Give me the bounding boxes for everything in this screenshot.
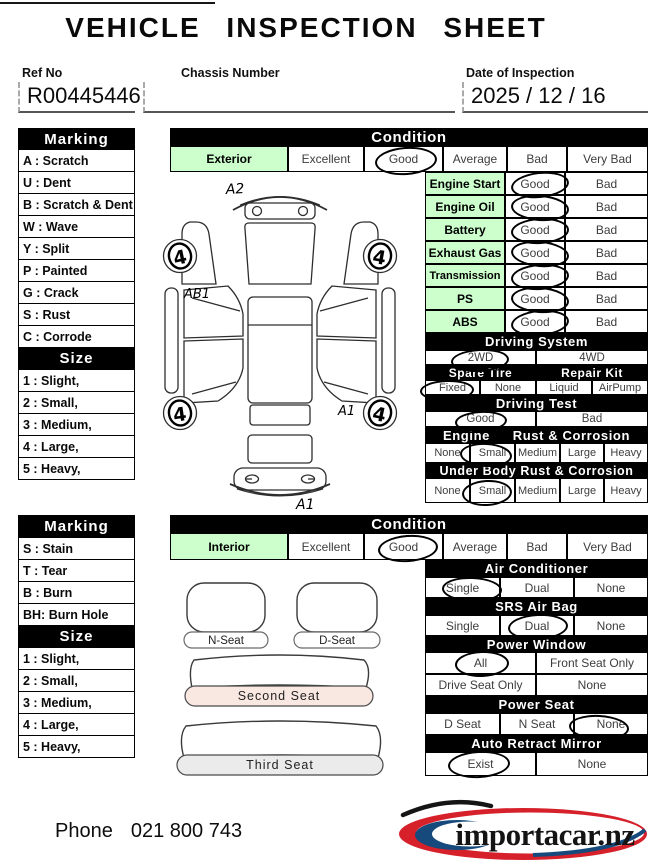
- exterior-label: Exterior: [170, 146, 288, 172]
- marking-row: G : Crack: [18, 281, 135, 304]
- marking-row: P : Painted: [18, 259, 135, 282]
- option-cell: Good: [505, 287, 565, 310]
- option-cell: Very Bad: [567, 533, 648, 560]
- interior-label: Interior: [170, 533, 288, 560]
- option-cell: Good: [505, 310, 565, 333]
- scan-artifact-line: [0, 2, 215, 4]
- option-cell: 2WD: [425, 350, 536, 365]
- option-cell: Single: [425, 577, 500, 598]
- option-cell: Dual: [500, 615, 574, 636]
- option-cell: None: [425, 478, 470, 503]
- date-value: 2025 / 12 / 16: [462, 82, 648, 113]
- marking-row: A : Scratch: [18, 149, 135, 172]
- size-row: 1 : Slight,: [18, 369, 135, 392]
- option-cell: Bad: [565, 264, 648, 287]
- check-label: PS: [425, 287, 505, 310]
- condition-header-interior: Condition: [170, 515, 648, 533]
- option-cell: Excellent: [288, 533, 364, 560]
- tread-depth-rear-right: 4: [370, 402, 388, 428]
- marking-row: Y : Split: [18, 237, 135, 260]
- option-cell: N Seat: [500, 713, 574, 735]
- seat-diagram: [170, 578, 420, 778]
- tread-depth-front-left: 4: [171, 245, 189, 271]
- under-body-rust-header: Under Body Rust & Corrosion: [425, 463, 648, 478]
- tread-depth-rear-left: 4: [171, 403, 188, 427]
- option-cell: AirPump: [592, 380, 648, 395]
- option-cell: None: [536, 752, 648, 776]
- engine-rust-header-right: Rust & Corrosion: [512, 427, 630, 443]
- size-row: 4 : Large,: [18, 713, 135, 736]
- option-cell: Bad: [565, 172, 648, 195]
- check-label: ABS: [425, 310, 505, 333]
- option-cell: Small: [470, 443, 515, 463]
- condition-header-exterior: Condition: [170, 128, 648, 146]
- damage-note-rear: A1: [296, 497, 315, 512]
- damage-note-left: AB1: [184, 287, 211, 302]
- option-cell: Drive Seat Only: [425, 674, 536, 696]
- power-window-header: Power Window: [425, 636, 648, 652]
- logo-text: importacar.nz: [455, 817, 635, 852]
- option-cell: Single: [425, 615, 500, 636]
- option-cell: None: [574, 713, 648, 735]
- option-cell: None: [480, 380, 536, 395]
- marking-row: B : Burn: [18, 581, 135, 604]
- option-cell: Heavy: [604, 478, 648, 503]
- interior-marking-table: [18, 515, 135, 758]
- option-cell: Exist: [425, 752, 536, 776]
- option-cell: Bad: [507, 146, 567, 172]
- option-cell: Bad: [507, 533, 567, 560]
- option-cell: Average: [443, 146, 507, 172]
- engine-rust-header: [425, 427, 648, 443]
- chassis-value: [143, 82, 455, 113]
- option-cell: Good: [505, 241, 565, 264]
- check-label: Transmission: [425, 264, 505, 287]
- air-conditioner-header: Air Conditioner: [425, 560, 648, 577]
- d-seat-label: D-Seat: [319, 635, 355, 647]
- page-title: VEHICLE INSPECTION SHEET: [65, 12, 547, 43]
- marking-row: C : Corrode: [18, 325, 135, 348]
- option-cell: Bad: [565, 218, 648, 241]
- option-cell: 4WD: [536, 350, 648, 365]
- option-cell: Small: [470, 478, 515, 503]
- ref-no-label: Ref No: [22, 66, 63, 80]
- option-cell: Very Bad: [567, 146, 648, 172]
- under-body-rust-row: [425, 478, 648, 503]
- option-cell: Good: [505, 264, 565, 287]
- damage-note-front: A2: [225, 181, 245, 198]
- phone-number: [55, 820, 242, 843]
- option-cell: Fixed: [425, 380, 480, 395]
- option-cell: Dual: [500, 577, 574, 598]
- n-seat-label: N-Seat: [208, 635, 244, 647]
- marking-row: B : Scratch & Dent: [18, 193, 135, 216]
- tread-depth-front-right: 4: [370, 245, 388, 270]
- marking-row: T : Tear: [18, 559, 135, 582]
- third-seat-label: Third Seat: [246, 758, 314, 772]
- check-label: Engine Oil: [425, 195, 505, 218]
- option-cell: Good: [505, 218, 565, 241]
- size-row: 5 : Heavy,: [18, 457, 135, 480]
- option-cell: Large: [560, 478, 604, 503]
- option-cell: Bad: [565, 310, 648, 333]
- option-cell: Medium: [515, 478, 560, 503]
- option-cell: Large: [560, 443, 604, 463]
- size-row: 5 : Heavy,: [18, 735, 135, 758]
- phone-label: Phone: [55, 820, 113, 842]
- option-cell: None: [574, 615, 648, 636]
- option-cell: Front Seat Only: [536, 652, 648, 674]
- option-cell: Bad: [565, 241, 648, 264]
- option-cell: Good: [364, 146, 443, 172]
- damage-note-right: A1: [338, 404, 356, 419]
- option-cell: Good: [364, 533, 443, 560]
- marking-row: S : Rust: [18, 303, 135, 326]
- marking-row: BH: Burn Hole: [18, 603, 135, 626]
- check-label: Exhaust Gas: [425, 241, 505, 264]
- engine-rust-row: [425, 443, 648, 463]
- size-row: 3 : Medium,: [18, 691, 135, 714]
- option-cell: None: [536, 674, 648, 696]
- power-window-row-2: [425, 674, 648, 696]
- option-cell: Good: [505, 195, 565, 218]
- ref-no-value: R00445446: [18, 82, 135, 113]
- power-seat-header: Power Seat: [425, 696, 648, 713]
- marking-row: S : Stain: [18, 537, 135, 560]
- size-row: 1 : Slight,: [18, 647, 135, 670]
- importacar-logo: [393, 793, 650, 863]
- check-label: Engine Start: [425, 172, 505, 195]
- marking-row: U : Dent: [18, 171, 135, 194]
- chassis-label: Chassis Number: [181, 66, 280, 80]
- option-cell: None: [574, 577, 648, 598]
- option-cell: Average: [443, 533, 507, 560]
- driving-test-header: Driving Test: [425, 395, 648, 411]
- date-label: Date of Inspection: [466, 66, 575, 80]
- option-cell: Liquid: [536, 380, 592, 395]
- option-cell: Heavy: [604, 443, 648, 463]
- marking-row: W : Wave: [18, 215, 135, 238]
- phone-value: 021 800 743: [130, 820, 243, 842]
- option-cell: Medium: [515, 443, 560, 463]
- size-header: Size: [18, 347, 135, 370]
- option-cell: Bad: [536, 411, 648, 427]
- size-header: Size: [18, 625, 135, 648]
- car-damage-diagram: [160, 172, 425, 512]
- option-cell: Bad: [565, 195, 648, 218]
- option-cell: Good: [505, 172, 565, 195]
- driving-system-header: Driving System: [425, 333, 648, 350]
- exterior-marking-table: [18, 128, 135, 480]
- size-row: 2 : Small,: [18, 391, 135, 414]
- size-row: 2 : Small,: [18, 669, 135, 692]
- option-cell: Good: [425, 411, 536, 427]
- size-row: 4 : Large,: [18, 435, 135, 458]
- repair-kit-header: Repair Kit: [536, 365, 648, 380]
- second-seat-label: Second Seat: [237, 689, 321, 703]
- check-label: Battery: [425, 218, 505, 241]
- size-row: 3 : Medium,: [18, 413, 135, 436]
- option-cell: Bad: [565, 287, 648, 310]
- spare-tire-header: Spare Tire: [425, 365, 536, 380]
- auto-retract-mirror-header: Auto Retract Mirror: [425, 735, 648, 752]
- marking-header: Marking: [18, 128, 135, 150]
- srs-air-bag-header: SRS Air Bag: [425, 598, 648, 615]
- marking-header: Marking: [18, 515, 135, 538]
- option-cell: All: [425, 652, 536, 674]
- engine-rust-header-left: Engine: [443, 427, 490, 443]
- option-cell: None: [425, 443, 470, 463]
- option-cell: Excellent: [288, 146, 364, 172]
- option-cell: D Seat: [425, 713, 500, 735]
